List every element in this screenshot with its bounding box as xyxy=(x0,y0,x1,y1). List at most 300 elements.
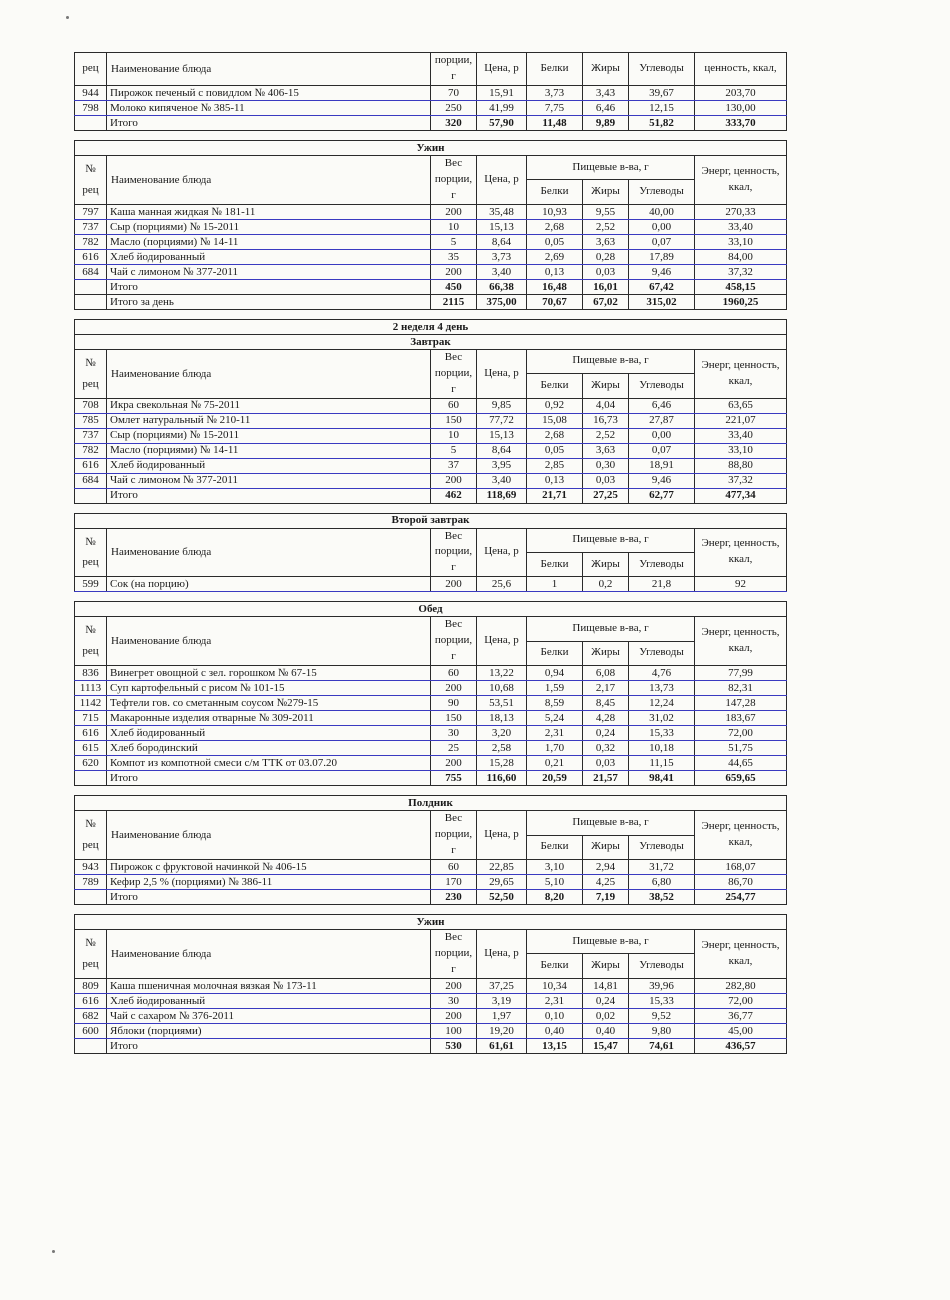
portion-weight: 200 xyxy=(431,1008,477,1023)
total-carbs: 62,77 xyxy=(629,488,695,503)
header-carbs: Углеводы xyxy=(629,374,695,398)
total-protein: 21,71 xyxy=(527,488,583,503)
energy: 44,65 xyxy=(695,756,787,771)
portion-weight: 200 xyxy=(431,681,477,696)
dish-name: Хлеб бородинский xyxy=(107,741,431,756)
header-fat: Жиры xyxy=(583,835,629,859)
total-fat: 27,25 xyxy=(583,488,629,503)
protein: 0,40 xyxy=(527,1023,583,1038)
header-dish-name: Наименование блюда xyxy=(107,349,431,398)
protein: 2,31 xyxy=(527,993,583,1008)
header-rec: рец xyxy=(75,53,107,86)
dish-name: Пирожок печеный с повидлом № 406-15 xyxy=(107,85,431,100)
day-title: 2 неделя 4 день xyxy=(75,319,787,334)
protein: 8,59 xyxy=(527,696,583,711)
section-title-row xyxy=(75,796,787,811)
portion-weight: 5 xyxy=(431,443,477,458)
header-nutrients: Пищевые в-ва, г xyxy=(527,528,695,552)
column-header-row xyxy=(75,811,787,835)
total-price: 375,00 xyxy=(477,294,527,309)
header-recipe-number xyxy=(75,528,107,577)
energy: 221,07 xyxy=(695,413,787,428)
total-energy: 333,70 xyxy=(695,115,787,130)
total-row xyxy=(75,115,787,130)
protein: 15,08 xyxy=(527,413,583,428)
carbs: 39,96 xyxy=(629,978,695,993)
total-row xyxy=(75,1038,787,1053)
carbs: 9,46 xyxy=(629,473,695,488)
portion-weight: 60 xyxy=(431,859,477,874)
energy: 33,10 xyxy=(695,234,787,249)
portion-weight: 200 xyxy=(431,473,477,488)
dish-name: Омлет натуральный № 210-11 xyxy=(107,413,431,428)
table-row xyxy=(75,756,787,771)
energy: 147,28 xyxy=(695,696,787,711)
recipe-number: 782 xyxy=(75,443,107,458)
price: 15,91 xyxy=(477,85,527,100)
protein: 3,10 xyxy=(527,859,583,874)
dish-name: Икра свекольная № 75-2011 xyxy=(107,398,431,413)
recipe-number: 615 xyxy=(75,741,107,756)
dish-name: Молоко кипяченое № 385-11 xyxy=(107,100,431,115)
recipe-number: 798 xyxy=(75,100,107,115)
header-energy: Энерг, ценность, ккал, xyxy=(695,811,787,860)
header-protein: Белки xyxy=(527,180,583,204)
gap-cell xyxy=(75,592,787,602)
total-dish-name: Итого xyxy=(107,889,431,904)
total-blank xyxy=(75,294,107,309)
header-weight: Вес порции, г xyxy=(431,811,477,860)
dish-name: Макаронные изделия отварные № 309-2011 xyxy=(107,711,431,726)
total-portion-weight: 755 xyxy=(431,771,477,786)
section-title: Полдник xyxy=(75,796,787,811)
total-protein: 13,15 xyxy=(527,1038,583,1053)
section-gap xyxy=(75,130,787,140)
portion-weight: 5 xyxy=(431,234,477,249)
total-carbs: 67,42 xyxy=(629,279,695,294)
portion-weight: 200 xyxy=(431,264,477,279)
energy: 84,00 xyxy=(695,249,787,264)
column-header-row xyxy=(75,528,787,552)
energy: 183,67 xyxy=(695,711,787,726)
section-title: Ужин xyxy=(75,140,787,155)
header-energy: Энерг, ценность, ккал, xyxy=(695,929,787,978)
header-nutrients: Пищевые в-ва, г xyxy=(527,349,695,373)
total-portion-weight: 462 xyxy=(431,488,477,503)
total-energy: 659,65 xyxy=(695,771,787,786)
header-dish-name: Наименование блюда xyxy=(107,53,431,86)
table-row xyxy=(75,249,787,264)
recipe-number: 943 xyxy=(75,859,107,874)
column-header-row xyxy=(75,929,787,953)
carbs: 31,72 xyxy=(629,859,695,874)
dish-name: Винегрет овощной с зел. горошком № 67-15 xyxy=(107,666,431,681)
total-price: 116,60 xyxy=(477,771,527,786)
protein: 0,13 xyxy=(527,264,583,279)
header-protein: Белки xyxy=(527,641,583,665)
total-fat: 67,02 xyxy=(583,294,629,309)
fat: 3,63 xyxy=(583,234,629,249)
recipe-number: 1142 xyxy=(75,696,107,711)
section-gap xyxy=(75,503,787,513)
header-rec: рец xyxy=(82,556,99,569)
header-fat: Жиры xyxy=(583,53,629,86)
header-rec: рец xyxy=(82,183,99,196)
section-title: Ужин xyxy=(75,914,787,929)
total-protein: 16,48 xyxy=(527,279,583,294)
carbs: 15,33 xyxy=(629,993,695,1008)
protein: 0,10 xyxy=(527,1008,583,1023)
portion-weight: 10 xyxy=(431,428,477,443)
energy: 72,00 xyxy=(695,993,787,1008)
portion-weight: 200 xyxy=(431,978,477,993)
header-dish-name: Наименование блюда xyxy=(107,929,431,978)
recipe-number: 1113 xyxy=(75,681,107,696)
price: 15,13 xyxy=(477,219,527,234)
total-dish-name: Итого за день xyxy=(107,294,431,309)
recipe-number: 737 xyxy=(75,428,107,443)
total-protein: 70,67 xyxy=(527,294,583,309)
header-fat: Жиры xyxy=(583,180,629,204)
header-nutrients: Пищевые в-ва, г xyxy=(527,811,695,835)
total-fat: 7,19 xyxy=(583,889,629,904)
carbs: 11,15 xyxy=(629,756,695,771)
section-title-row xyxy=(75,513,787,528)
day-total-row xyxy=(75,294,787,309)
energy: 33,10 xyxy=(695,443,787,458)
header-protein: Белки xyxy=(527,954,583,978)
section-title: Обед xyxy=(75,602,787,617)
total-dish-name: Итого xyxy=(107,488,431,503)
fat: 3,43 xyxy=(583,85,629,100)
header-weight: Вес порции, г xyxy=(431,155,477,204)
header-rec: рец xyxy=(82,957,99,970)
header-energy: Энерг, ценность, ккал, xyxy=(695,349,787,398)
total-fat: 16,01 xyxy=(583,279,629,294)
fat: 2,52 xyxy=(583,219,629,234)
table-row xyxy=(75,458,787,473)
total-energy: 436,57 xyxy=(695,1038,787,1053)
fat: 0,24 xyxy=(583,726,629,741)
gap-cell xyxy=(75,130,787,140)
gap-cell xyxy=(75,786,787,796)
recipe-number: 809 xyxy=(75,978,107,993)
header-carbs: Углеводы xyxy=(629,835,695,859)
portion-weight: 150 xyxy=(431,711,477,726)
fat: 16,73 xyxy=(583,413,629,428)
header-num-sign: № xyxy=(85,535,96,548)
price: 22,85 xyxy=(477,859,527,874)
fat: 4,25 xyxy=(583,874,629,889)
total-carbs: 51,82 xyxy=(629,115,695,130)
total-price: 57,90 xyxy=(477,115,527,130)
table-row xyxy=(75,100,787,115)
table-row xyxy=(75,398,787,413)
energy: 77,99 xyxy=(695,666,787,681)
price: 3,95 xyxy=(477,458,527,473)
protein: 0,94 xyxy=(527,666,583,681)
energy: 203,70 xyxy=(695,85,787,100)
price: 3,40 xyxy=(477,473,527,488)
price: 13,22 xyxy=(477,666,527,681)
table-row xyxy=(75,264,787,279)
carbs: 0,07 xyxy=(629,443,695,458)
table-row xyxy=(75,443,787,458)
portion-weight: 37 xyxy=(431,458,477,473)
recipe-number: 737 xyxy=(75,219,107,234)
dish-name: Яблоки (порциями) xyxy=(107,1023,431,1038)
header-nutrients: Пищевые в-ва, г xyxy=(527,617,695,641)
dish-name: Масло (порциями) № 14-11 xyxy=(107,234,431,249)
header-carbs: Углеводы xyxy=(629,552,695,576)
protein: 7,75 xyxy=(527,100,583,115)
price: 15,13 xyxy=(477,428,527,443)
recipe-number: 616 xyxy=(75,458,107,473)
protein: 0,05 xyxy=(527,443,583,458)
protein: 2,68 xyxy=(527,219,583,234)
column-header-row xyxy=(75,155,787,179)
total-blank xyxy=(75,279,107,294)
total-protein: 20,59 xyxy=(527,771,583,786)
header-nutrients: Пищевые в-ва, г xyxy=(527,929,695,953)
header-weight: Вес порции, г xyxy=(431,617,477,666)
fat: 0,40 xyxy=(583,1023,629,1038)
fat: 8,45 xyxy=(583,696,629,711)
table-row xyxy=(75,711,787,726)
dish-name: Чай с лимоном № 377-2011 xyxy=(107,473,431,488)
table-row xyxy=(75,1008,787,1023)
portion-weight: 200 xyxy=(431,204,477,219)
protein: 5,10 xyxy=(527,874,583,889)
energy: 82,31 xyxy=(695,681,787,696)
header-dish-name: Наименование блюда xyxy=(107,811,431,860)
fat: 6,08 xyxy=(583,666,629,681)
energy: 33,40 xyxy=(695,219,787,234)
total-price: 61,61 xyxy=(477,1038,527,1053)
scan-speck xyxy=(52,1250,55,1253)
recipe-number: 684 xyxy=(75,264,107,279)
dish-name: Сок (на порцию) xyxy=(107,577,431,592)
dish-name: Хлеб йодированный xyxy=(107,993,431,1008)
header-price: Цена, р xyxy=(477,155,527,204)
table-row xyxy=(75,696,787,711)
recipe-number: 944 xyxy=(75,85,107,100)
table-row xyxy=(75,874,787,889)
energy: 86,70 xyxy=(695,874,787,889)
fat: 0,32 xyxy=(583,741,629,756)
price: 3,20 xyxy=(477,726,527,741)
recipe-number: 600 xyxy=(75,1023,107,1038)
fat: 4,04 xyxy=(583,398,629,413)
total-portion-weight: 530 xyxy=(431,1038,477,1053)
fat: 0,03 xyxy=(583,756,629,771)
protein: 10,93 xyxy=(527,204,583,219)
total-carbs: 315,02 xyxy=(629,294,695,309)
fat: 0,30 xyxy=(583,458,629,473)
header-num-sign: № xyxy=(85,356,96,369)
section-title: Завтрак xyxy=(75,334,787,349)
fat: 2,17 xyxy=(583,681,629,696)
total-row xyxy=(75,889,787,904)
portion-weight: 100 xyxy=(431,1023,477,1038)
total-fat: 9,89 xyxy=(583,115,629,130)
total-row xyxy=(75,488,787,503)
portion-weight: 250 xyxy=(431,100,477,115)
table-row xyxy=(75,577,787,592)
energy: 270,33 xyxy=(695,204,787,219)
table-row xyxy=(75,681,787,696)
header-dish-name: Наименование блюда xyxy=(107,617,431,666)
header-carbs: Углеводы xyxy=(629,53,695,86)
total-blank xyxy=(75,1038,107,1053)
dish-name: Сыр (порциями) № 15-2011 xyxy=(107,219,431,234)
price: 10,68 xyxy=(477,681,527,696)
recipe-number: 684 xyxy=(75,473,107,488)
header-num-sign: № xyxy=(85,162,96,175)
carbs: 9,52 xyxy=(629,1008,695,1023)
total-portion-weight: 230 xyxy=(431,889,477,904)
fat: 2,94 xyxy=(583,859,629,874)
recipe-number: 708 xyxy=(75,398,107,413)
carbs: 39,67 xyxy=(629,85,695,100)
carbs: 9,46 xyxy=(629,264,695,279)
header-nutrients: Пищевые в-ва, г xyxy=(527,155,695,179)
header-dish-name: Наименование блюда xyxy=(107,155,431,204)
price: 25,6 xyxy=(477,577,527,592)
table-row xyxy=(75,473,787,488)
energy: 168,07 xyxy=(695,859,787,874)
portion-weight: 170 xyxy=(431,874,477,889)
total-carbs: 38,52 xyxy=(629,889,695,904)
fat: 4,28 xyxy=(583,711,629,726)
protein: 1,59 xyxy=(527,681,583,696)
header-price: Цена, р xyxy=(477,349,527,398)
total-carbs: 98,41 xyxy=(629,771,695,786)
table-row xyxy=(75,234,787,249)
fat: 0,28 xyxy=(583,249,629,264)
header-energy: Энерг, ценность, ккал, xyxy=(695,155,787,204)
table-row xyxy=(75,204,787,219)
header-carbs: Углеводы xyxy=(629,954,695,978)
carbs: 9,80 xyxy=(629,1023,695,1038)
recipe-number: 616 xyxy=(75,249,107,264)
portion-weight: 60 xyxy=(431,398,477,413)
fat: 0,24 xyxy=(583,993,629,1008)
protein: 2,69 xyxy=(527,249,583,264)
table-row xyxy=(75,413,787,428)
energy: 33,40 xyxy=(695,428,787,443)
price: 37,25 xyxy=(477,978,527,993)
price: 8,64 xyxy=(477,443,527,458)
recipe-number: 789 xyxy=(75,874,107,889)
recipe-number: 616 xyxy=(75,726,107,741)
table-row xyxy=(75,666,787,681)
protein: 5,24 xyxy=(527,711,583,726)
energy: 88,80 xyxy=(695,458,787,473)
section-title: Второй завтрак xyxy=(75,513,787,528)
total-fat: 21,57 xyxy=(583,771,629,786)
table-row xyxy=(75,726,787,741)
protein: 2,85 xyxy=(527,458,583,473)
energy: 51,75 xyxy=(695,741,787,756)
total-row xyxy=(75,771,787,786)
dish-name: Хлеб йодированный xyxy=(107,458,431,473)
protein: 2,68 xyxy=(527,428,583,443)
total-dish-name: Итого xyxy=(107,771,431,786)
total-blank xyxy=(75,488,107,503)
header-energy: Энерг, ценность, ккал, xyxy=(695,617,787,666)
header-num-sign: № xyxy=(85,936,96,949)
header-fat: Жиры xyxy=(583,374,629,398)
carbs: 12,24 xyxy=(629,696,695,711)
total-fat: 15,47 xyxy=(583,1038,629,1053)
total-energy: 458,15 xyxy=(695,279,787,294)
fat: 0,2 xyxy=(583,577,629,592)
protein: 1,70 xyxy=(527,741,583,756)
portion-weight: 70 xyxy=(431,85,477,100)
header-fat: Жиры xyxy=(583,954,629,978)
dish-name: Пирожок с фруктовой начинкой № 406-15 xyxy=(107,859,431,874)
header-price: Цена, р xyxy=(477,617,527,666)
menu-table xyxy=(74,52,787,1054)
price: 35,48 xyxy=(477,204,527,219)
carbs: 15,33 xyxy=(629,726,695,741)
total-carbs: 74,61 xyxy=(629,1038,695,1053)
total-protein: 11,48 xyxy=(527,115,583,130)
carbs: 6,46 xyxy=(629,398,695,413)
table-row xyxy=(75,993,787,1008)
fat: 0,02 xyxy=(583,1008,629,1023)
portion-weight: 35 xyxy=(431,249,477,264)
price: 18,13 xyxy=(477,711,527,726)
dish-name: Каша пшеничная молочная вязкая № 173-11 xyxy=(107,978,431,993)
section-gap xyxy=(75,786,787,796)
fat: 0,03 xyxy=(583,473,629,488)
header-price: Цена, р xyxy=(477,811,527,860)
total-energy: 477,34 xyxy=(695,488,787,503)
dish-name: Кефир 2,5 % (порциями) № 386-11 xyxy=(107,874,431,889)
energy: 37,32 xyxy=(695,264,787,279)
header-carbs: Углеводы xyxy=(629,641,695,665)
dish-name: Чай с лимоном № 377-2011 xyxy=(107,264,431,279)
price: 41,99 xyxy=(477,100,527,115)
total-portion-weight: 450 xyxy=(431,279,477,294)
gap-cell xyxy=(75,309,787,319)
price: 3,73 xyxy=(477,249,527,264)
price: 77,72 xyxy=(477,413,527,428)
header-protein: Белки xyxy=(527,53,583,86)
protein: 10,34 xyxy=(527,978,583,993)
recipe-number: 782 xyxy=(75,234,107,249)
carbs: 18,91 xyxy=(629,458,695,473)
recipe-number: 785 xyxy=(75,413,107,428)
table-row xyxy=(75,1023,787,1038)
header-recipe-number xyxy=(75,155,107,204)
recipe-number: 797 xyxy=(75,204,107,219)
protein: 0,13 xyxy=(527,473,583,488)
portion-weight: 200 xyxy=(431,577,477,592)
total-row xyxy=(75,279,787,294)
price: 19,20 xyxy=(477,1023,527,1038)
header-weight: Вес порции, г xyxy=(431,528,477,577)
energy: 37,32 xyxy=(695,473,787,488)
header-protein: Белки xyxy=(527,374,583,398)
protein: 0,92 xyxy=(527,398,583,413)
section-title-row xyxy=(75,140,787,155)
section-gap xyxy=(75,309,787,319)
recipe-number: 599 xyxy=(75,577,107,592)
carbs: 21,8 xyxy=(629,577,695,592)
